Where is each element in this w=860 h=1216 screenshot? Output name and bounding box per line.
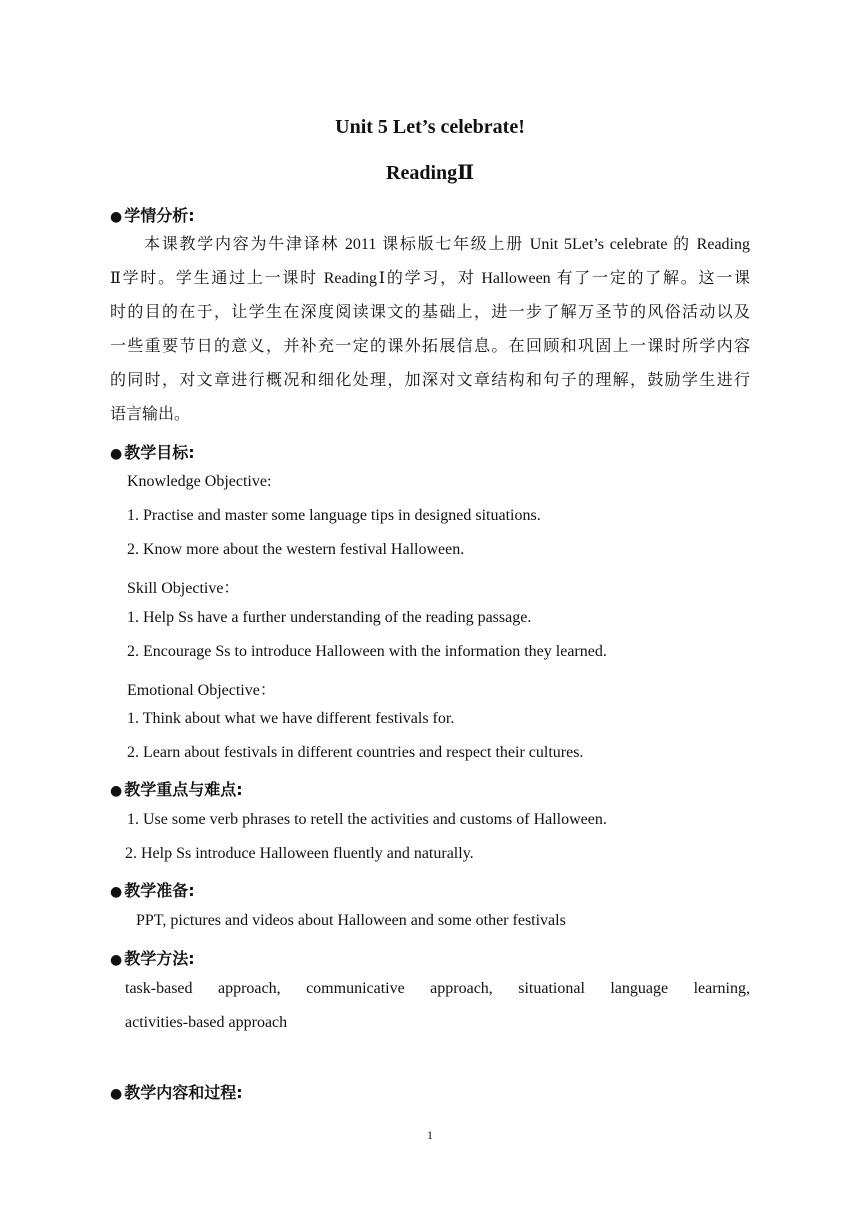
bullet-icon: ●: [110, 783, 123, 799]
section-heading-methods: ● 教学方法:: [110, 949, 195, 968]
bullet-icon: ●: [110, 446, 123, 462]
bullet-icon: ●: [110, 1086, 123, 1102]
paragraph-line: Ⅱ学时。学生通过上一课时 ReadingⅠ的学习，对 Halloween 有了一定的了解。这一课: [110, 270, 750, 287]
emotional-item: 1. Think about what we have different festivals for.: [127, 710, 455, 727]
key-point-item: 2. Help Ss introduce Halloween fluently and naturally.: [125, 845, 474, 862]
section-heading-analysis: ● 学情分析:: [110, 206, 195, 225]
paragraph-line: 语言输出。: [110, 406, 191, 423]
skill-objective-label: Skill Objective：: [127, 580, 240, 597]
methods-paragraph: [125, 972, 750, 1040]
page-title: Unit 5 Let’s celebrate!: [335, 116, 525, 138]
paragraph-line: 本课教学内容为牛津译林 2011 课标版七年级上册 Unit 5Let’s celebrate 的 Reading: [144, 236, 750, 253]
preparation-text: PPT, pictures and videos about Halloween and some other festivals: [136, 912, 566, 929]
skill-item: 1. Help Ss have a further understanding of the reading passage.: [127, 609, 532, 626]
paragraph-line: 时的目的在于，让学生在深度阅读课文的基础上，进一步了解万圣节的风俗活动以及: [110, 304, 750, 321]
knowledge-objective-label: Knowledge Objective:: [127, 473, 272, 490]
emotional-item: 2. Learn about festivals in different countries and respect their cultures.: [127, 744, 584, 761]
skill-item: 2. Encourage Ss to introduce Halloween with the information they learned.: [127, 643, 607, 660]
page-subtitle: ReadingⅡ: [386, 162, 474, 184]
page-number: 1: [427, 1128, 433, 1142]
bullet-icon: ●: [110, 209, 123, 225]
paragraph-line: activities-based approach: [125, 1014, 288, 1031]
paragraph-line: 的同时，对文章进行概况和细化处理，加深对文章结构和句子的理解，鼓励学生进行: [110, 372, 750, 389]
bullet-icon: ●: [110, 884, 123, 900]
knowledge-item: 1. Practise and master some language tips in designed situations.: [127, 507, 541, 524]
section-heading-process: ● 教学内容和过程:: [110, 1083, 243, 1102]
key-point-item: 1. Use some verb phrases to retell the activities and customs of Halloween.: [127, 811, 607, 828]
analysis-paragraph: [110, 228, 750, 432]
section-heading-objectives: ● 教学目标:: [110, 443, 195, 462]
knowledge-item: 2. Know more about the western festival Halloween.: [127, 541, 465, 558]
section-heading-preparation: ● 教学准备:: [110, 881, 195, 900]
section-heading-key-points: ● 教学重点与难点:: [110, 780, 243, 799]
paragraph-line: 一些重要节日的意义，并补充一定的课外拓展信息。在回顾和巩固上一课时所学内容: [110, 338, 750, 355]
paragraph-line: task-based approach, communicative approach, situational language learning,: [125, 980, 750, 997]
emotional-objective-label: Emotional Objective：: [127, 682, 276, 699]
bullet-icon: ●: [110, 952, 123, 968]
